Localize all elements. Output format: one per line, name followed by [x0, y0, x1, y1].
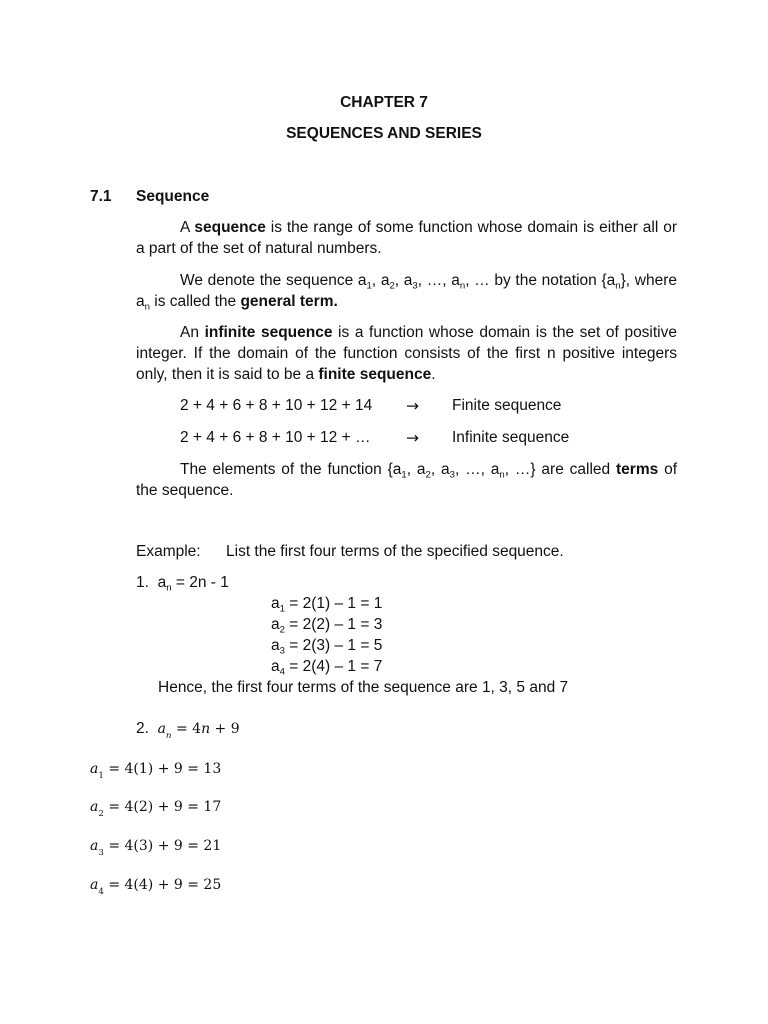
infinite-sequence-expression: 2 + 4 + 6 + 8 + 10 + 12 + … — [180, 429, 371, 446]
problem-2-term-2: $a_2 = 4(2) + 9 = 17$ — [90, 799, 222, 820]
chapter-title: SEQUENCES AND SERIES — [286, 125, 482, 142]
problem-1-statement: 1. $a_n = 2n - 1$ — [136, 574, 229, 594]
problem-2-term-3: $a_3 = 4(3) + 9 = 21$ — [90, 838, 222, 859]
example-instruction: List the first four terms of the specified sequence. — [226, 543, 564, 560]
problem-1-term-4: $a_4 = 2(4) - 1 = 7$ — [271, 658, 383, 678]
arrow-icon: → — [406, 397, 419, 415]
chapter-heading: CHAPTER 7 — [340, 94, 428, 111]
problem-2-statement: 2. $a_n = 4n + 9$ — [136, 720, 240, 742]
paragraph-terms: The elements of the function {$a_1$, $a_2$, $a_3$, …, $a_n$, …} are called terms of the sequence. — [136, 461, 678, 499]
finite-sequence-expression: 2 + 4 + 6 + 8 + 10 + 12 + 14 — [180, 397, 373, 414]
arrow-icon: → — [406, 429, 419, 447]
problem-1-conclusion: Hence, the first four terms of the sequence are 1, 3, 5 and 7 — [158, 679, 569, 696]
problem-1-term-1: $a_1 = 2(1) - 1 = 1$ — [271, 595, 383, 615]
paragraph-infinite-finite: An infinite sequence is a function whose domain is the set of positive integer. If the domain of the function consists of the first n positive integers only, then it is said to be a finite sequence. — [136, 324, 678, 383]
problem-2-term-1: $a_1 = 4(1) + 9 = 13$ — [90, 761, 222, 782]
section-title: Sequence — [136, 188, 210, 205]
section-number: 7.1 — [90, 188, 112, 205]
paragraph-sequence-definition: A sequence is the range of some function whose domain is either all or a part of the set of natural numbers. — [136, 219, 677, 257]
paragraph-notation: We denote the sequence $a_1$, $a_2$, $a_3$, …, $a_n$, … by the notation $\{a_n\}$, where $a_n$ is called the general term. — [136, 272, 677, 313]
example-label: Example: — [136, 543, 201, 560]
problem-2-term-4: $a_4 = 4(4) + 9 = 25$ — [90, 877, 222, 898]
infinite-sequence-label: Infinite sequence — [452, 429, 570, 446]
problem-1-term-3: $a_3 = 2(3) - 1 = 5$ — [271, 637, 383, 657]
problem-1-term-2: $a_2 = 2(2) - 1 = 3$ — [271, 616, 383, 636]
finite-sequence-label: Finite sequence — [452, 397, 562, 414]
